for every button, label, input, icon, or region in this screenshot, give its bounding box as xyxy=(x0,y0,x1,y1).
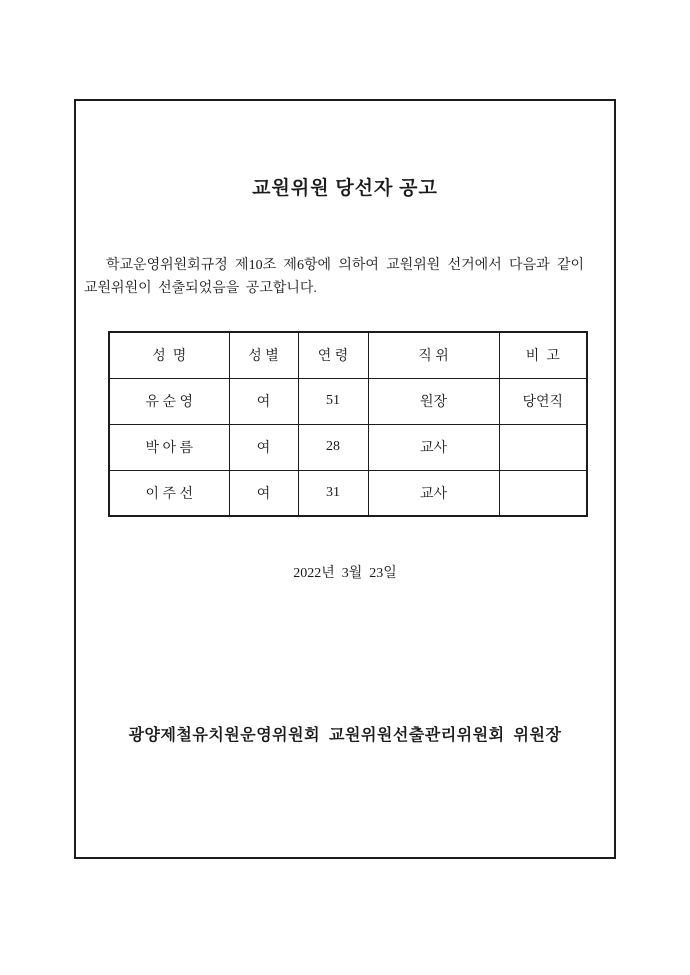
body-paragraph-line-2: 교원위원이 선출되었음을 공고합니다. xyxy=(84,281,317,296)
column-header-position: 직 위 xyxy=(368,332,499,378)
announcement-date: 2022년 3월 23일 xyxy=(293,566,397,581)
cell-age: 28 xyxy=(298,424,368,470)
cell-position: 교사 xyxy=(368,470,499,516)
cell-position: 교사 xyxy=(368,424,499,470)
cell-age: 51 xyxy=(298,378,368,424)
column-header-name: 성 명 xyxy=(109,332,229,378)
cell-sex: 여 xyxy=(229,424,298,470)
cell-name: 박 아 름 xyxy=(109,424,229,470)
table-row xyxy=(109,424,587,470)
cell-sex: 여 xyxy=(229,470,298,516)
signature-line: 광양제철유치원운영위원회 교원위원선출관리위원회 위원장 xyxy=(128,727,562,744)
cell-position: 원장 xyxy=(368,378,499,424)
table-row xyxy=(109,378,587,424)
column-header-age: 연 령 xyxy=(298,332,368,378)
column-header-sex: 성 별 xyxy=(229,332,298,378)
body-paragraph-line-1: 학교운영위원회규정 제10조 제6항에 의하여 교원위원 선거에서 다음과 같이 xyxy=(106,258,584,273)
cell-note: 당연직 xyxy=(499,378,587,424)
page-title: 교원위원 당선자 공고 xyxy=(252,178,438,199)
cell-sex: 여 xyxy=(229,378,298,424)
column-header-note: 비 고 xyxy=(499,332,587,378)
cell-note xyxy=(499,470,587,516)
cell-name: 이 주 선 xyxy=(109,470,229,516)
cell-note xyxy=(499,424,587,470)
cell-age: 31 xyxy=(298,470,368,516)
table-row xyxy=(109,470,587,516)
document-page xyxy=(74,99,616,859)
body-paragraph xyxy=(84,254,584,300)
members-table xyxy=(108,331,588,517)
table-header-row xyxy=(109,332,587,378)
cell-name: 유 순 영 xyxy=(109,378,229,424)
